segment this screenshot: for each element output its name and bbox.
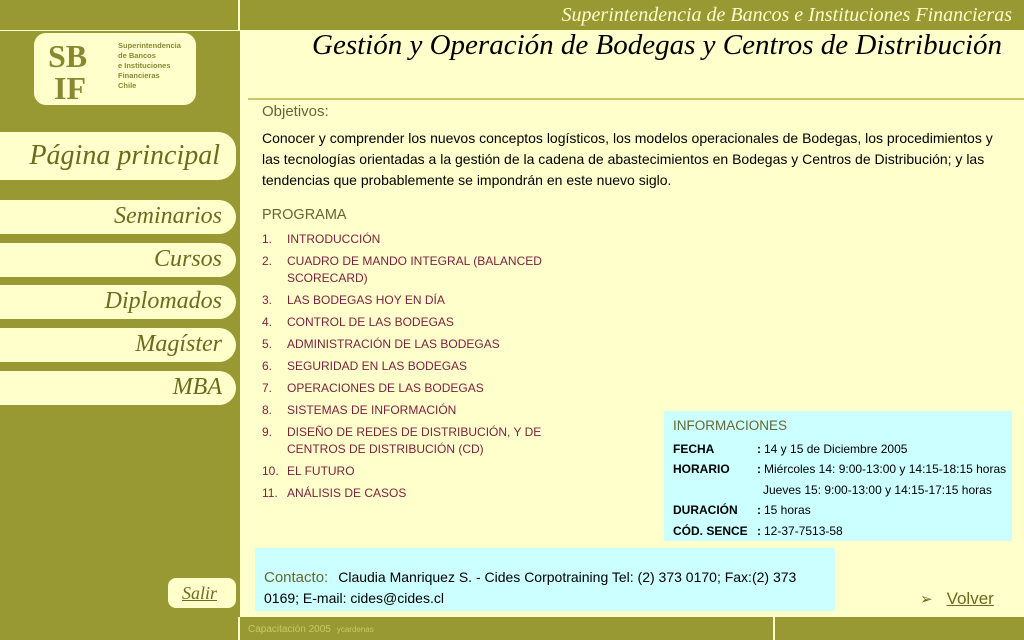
logo-line: Superintendencia [118,41,181,50]
nav-seminarios-label: Seminarios [114,203,222,229]
program-item-text: EL FUTURO [287,464,355,478]
info-codigo-value: 12-37-7513-58 [764,524,843,538]
nav-cursos-label: Cursos [153,246,222,272]
title-divider [248,98,1024,100]
program-heading: PROGRAMA [262,207,347,223]
contact-label: Contacto: [264,569,329,586]
page-title: Gestión y Operación de Bodegas y Centros de Distribución [312,29,1002,61]
nav-mba-label: MBA [172,374,222,400]
svg-text:SB: SB [48,39,88,74]
program-item-text: ADMINISTRACIÓN DE LAS BODEGAS [287,337,500,351]
bottom-divider [773,617,775,640]
program-item-text: SEGURIDAD EN LAS BODEGAS [287,359,468,373]
bottom-divider [238,617,240,640]
footer-label: Capacitación 2005 [248,624,331,635]
program-item [262,358,582,375]
program-item-text: CONTROL DE LAS BODEGAS [287,315,454,329]
program-item [262,402,582,419]
program-list [262,231,582,507]
arrow-right-icon: ➢ [920,591,933,608]
nav-diplomados-label: Diplomados [104,288,222,314]
sbif-logo[interactable] [34,33,196,105]
info-horario-value-2: Jueves 15: 9:00-13:00 y 14:15-17:15 horas [763,483,992,497]
info-fecha-label: FECHA [673,442,715,456]
info-colon: : [757,442,761,456]
program-item [262,485,582,502]
info-duracion-value: 15 horas [764,503,811,517]
program-item-number: 8. [262,403,273,417]
top-band [0,0,1024,30]
contact-text [264,567,824,609]
bottom-band [0,617,1024,640]
program-item-text: ANÁLISIS DE CASOS [287,486,407,500]
nav-diplomados[interactable] [0,285,236,319]
program-item-number: 7. [262,381,273,395]
program-item-text: LAS BODEGAS HOY EN DÍA [287,293,445,307]
program-item [262,463,582,480]
footer-author: ycardenas [336,625,374,634]
program-item [262,314,582,331]
sbif-logo-mark [48,39,112,101]
objectives-heading: Objetivos: [262,103,329,120]
info-horario-label: HORARIO [673,462,730,476]
program-item-number: 9. [262,425,273,439]
logo-text [118,41,181,91]
program-item-text: INTRODUCCIÓN [287,232,381,246]
objectives-text: Conocer y comprender los nuevos conceptos logísticos, los modelos operacionales de Bodegas, los procedimientos y las tecnologías orientadas a la gestión de la cadena de abastecimientos en Bodegas y Centros de Distribución; y las tendencias que probablemente se impondrán en este nuevo siglo. [262,130,993,188]
nav-home-label: Página principal [29,140,220,171]
program-item-number: 11. [262,486,278,500]
info-heading: INFORMACIONES [673,418,788,433]
footer-text [248,624,374,635]
exit-button[interactable] [168,578,236,608]
program-item [262,424,582,458]
info-horario-value: Miércoles 14: 9:00-13:00 y 14:15-18:15 horas [764,462,1007,476]
program-item [262,253,582,287]
back-link[interactable] [920,589,994,609]
program-item [262,380,582,397]
info-duracion-label: DURACIÓN [673,503,738,517]
program-item-number: 6. [262,359,273,373]
back-link-label: Volver [946,589,994,608]
program-item-number: 1. [262,232,273,246]
program-item [262,231,582,248]
program-item-number: 10. [262,464,279,478]
contact-box [255,548,835,611]
info-colon: : [757,462,761,476]
contact-details: Claudia Manriquez S. - Cides Corpotraining Tel: (2) 373 0170; Fax:(2) 373 0169; E-mail: cides@cides.cl [264,569,797,606]
top-band-left [0,0,240,30]
program-item [262,292,582,309]
nav-magister-label: Magíster [135,331,222,357]
nav-home[interactable] [0,132,236,180]
info-colon: : [757,524,761,538]
info-colon: : [757,503,761,517]
program-item-text: CUADRO DE MANDO INTEGRAL (BALANCED SCORECARD) [287,254,542,285]
nav-mba[interactable] [0,371,236,405]
nav-seminarios[interactable] [0,200,236,234]
org-title: Superintendencia de Bancos e Instituciones Financieras [561,4,1012,26]
program-item-text: OPERACIONES DE LAS BODEGAS [287,381,484,395]
program-item-text: SISTEMAS DE INFORMACIÓN [287,403,457,417]
program-item [262,336,582,353]
info-fecha-value: 14 y 15 de Diciembre 2005 [764,442,908,456]
svg-text:IF: IF [54,70,86,101]
logo-line: e Instituciones [118,61,171,70]
program-item-text: DISEÑO DE REDES DE DISTRIBUCIÓN, Y DE CENTROS DE DISTRIBUCIÓN (CD) [287,425,542,456]
info-box [664,411,1012,541]
nav-cursos[interactable] [0,243,236,277]
logo-line: Financieras [118,71,160,80]
exit-label: Salir [182,583,218,603]
program-item-number: 3. [262,293,273,307]
logo-line: de Bancos [118,51,156,60]
program-item-number: 4. [262,315,273,329]
program-item-number: 5. [262,337,273,351]
info-codigo-label: CÓD. SENCE [673,524,748,538]
nav-magister[interactable] [0,328,236,362]
program-item-number: 2. [262,254,273,268]
sidebar [0,31,240,617]
logo-line: Chile [118,81,137,90]
